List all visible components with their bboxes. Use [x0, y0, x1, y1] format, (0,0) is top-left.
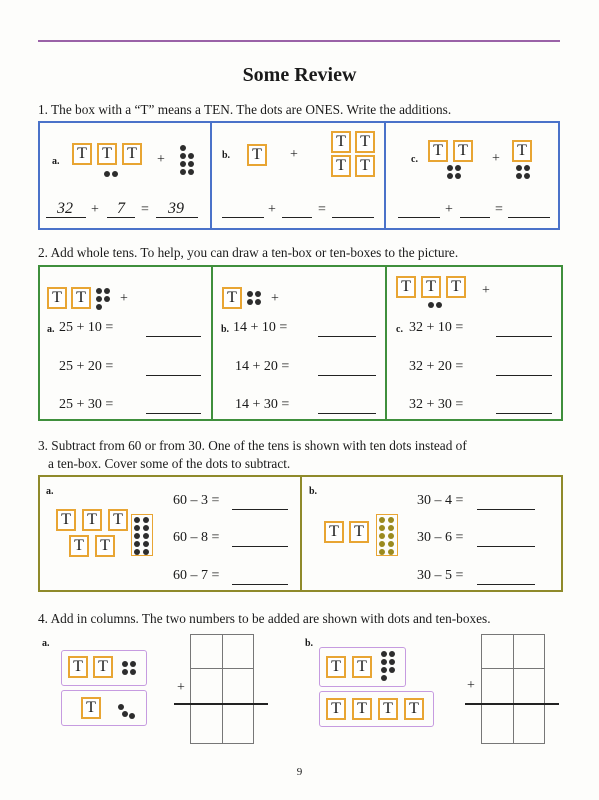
equals-sign: =	[141, 202, 149, 217]
one-dot	[104, 288, 110, 294]
ten-box: T	[404, 698, 424, 720]
answer-blank[interactable]	[460, 217, 490, 218]
one-dot	[255, 291, 261, 297]
answer-blank[interactable]	[477, 546, 535, 547]
q3-instruction: 3. Subtract from 60 or from 30. One of the tens is shown with ten dots instead of	[38, 438, 467, 453]
one-dot	[143, 541, 149, 547]
q3-instruction: a ten-box. Cover some of the dots to subtract.	[48, 456, 291, 471]
q2-divider	[211, 265, 213, 421]
q2-c-label: c.	[396, 324, 403, 335]
ten-box: T	[378, 698, 398, 720]
number-box	[61, 690, 147, 726]
equation: 60 – 7 =	[173, 568, 220, 583]
ten-box: T	[355, 155, 375, 177]
one-dot	[389, 667, 395, 673]
answer-blank[interactable]	[232, 546, 288, 547]
one-dot	[447, 173, 453, 179]
q3-a-label: a.	[46, 486, 54, 497]
page-number: 9	[296, 766, 303, 778]
equation: 30 – 6 =	[417, 530, 464, 545]
equation: 25 + 20 =	[59, 359, 114, 374]
one-dot	[255, 299, 261, 305]
one-dot	[247, 291, 253, 297]
ten-box: T	[355, 131, 375, 153]
answer-value: 39	[168, 200, 184, 217]
equals-sign: =	[318, 202, 326, 217]
one-dot	[388, 517, 394, 523]
one-dot	[96, 296, 102, 302]
answer-value: 7	[117, 200, 125, 217]
ten-box: T	[108, 509, 128, 531]
one-dot	[143, 549, 149, 555]
equation: 32 + 30 =	[409, 397, 464, 412]
answer-blank[interactable]	[232, 509, 288, 510]
one-dot	[129, 713, 135, 719]
answer-blank[interactable]	[477, 584, 535, 585]
one-dot	[104, 296, 110, 302]
answer-blank[interactable]	[477, 509, 535, 510]
plus-sign: +	[492, 151, 500, 166]
one-dot	[447, 165, 453, 171]
ten-box: T	[81, 697, 101, 719]
grid-line	[513, 634, 514, 744]
one-dot	[104, 171, 110, 177]
one-dot	[381, 675, 387, 681]
answer-blank[interactable]	[318, 375, 376, 376]
equation: 25 + 30 =	[59, 397, 114, 412]
ten-box: T	[331, 155, 351, 177]
grid-line	[481, 668, 545, 669]
one-dot	[516, 173, 522, 179]
one-dot	[379, 541, 385, 547]
answer-blank[interactable]	[496, 336, 552, 337]
ten-box: T	[331, 131, 351, 153]
q2-divider	[385, 265, 387, 421]
ten-box: T	[82, 509, 102, 531]
ten-box: T	[72, 143, 92, 165]
plus-sign: +	[91, 202, 99, 217]
q3-b-label: b.	[309, 486, 318, 497]
q4-instruction: 4. Add in columns. The two numbers to be added are shown with dots and ten-boxes.	[38, 611, 491, 626]
one-dot	[379, 517, 385, 523]
plus-sign: +	[290, 147, 298, 162]
one-dot	[188, 161, 194, 167]
one-dot	[180, 145, 186, 151]
equation: 32 + 20 =	[409, 359, 464, 374]
one-dot	[379, 549, 385, 555]
one-dot	[436, 302, 442, 308]
ten-box: T	[512, 140, 532, 162]
plus-sign: +	[268, 202, 276, 217]
q2-instruction: 2. Add whole tens. To help, you can draw a ten-box or ten-boxes to the picture.	[38, 245, 459, 260]
one-dot	[381, 667, 387, 673]
ten-box: T	[247, 144, 267, 166]
answer-blank[interactable]	[222, 217, 264, 218]
q4-b-label: b.	[305, 638, 314, 649]
one-dot	[180, 153, 186, 159]
ten-box: T	[446, 276, 466, 298]
one-dot	[122, 711, 128, 717]
answer-blank[interactable]	[508, 217, 550, 218]
ten-box: T	[421, 276, 441, 298]
answer-blank[interactable]	[496, 375, 552, 376]
plus-sign: +	[445, 202, 453, 217]
ten-box: T	[56, 509, 76, 531]
q3-divider	[300, 475, 302, 592]
one-dot	[455, 173, 461, 179]
q1-c-label: c.	[411, 154, 418, 165]
one-dot	[389, 651, 395, 657]
equation: 30 – 5 =	[417, 568, 464, 583]
one-dot	[379, 533, 385, 539]
answer-blank[interactable]	[398, 217, 440, 218]
answer-blank[interactable]	[232, 584, 288, 585]
sum-line	[465, 703, 559, 705]
one-dot	[188, 169, 194, 175]
answer-blank[interactable]	[146, 413, 201, 414]
q1-divider	[384, 121, 386, 230]
one-dot	[180, 169, 186, 175]
equation: 30 – 4 =	[417, 493, 464, 508]
one-dot	[180, 161, 186, 167]
one-dot	[428, 302, 434, 308]
one-dot	[130, 669, 136, 675]
ten-box: T	[352, 698, 372, 720]
answer-blank[interactable]	[146, 336, 201, 337]
ten-box: T	[326, 698, 346, 720]
ten-box: T	[324, 521, 344, 543]
answer-value: 32	[57, 200, 73, 217]
q4-a-label: a.	[42, 638, 50, 649]
one-dot	[122, 661, 128, 667]
one-dot	[516, 165, 522, 171]
one-dot	[134, 533, 140, 539]
one-dot	[134, 525, 140, 531]
grid-line	[190, 668, 254, 669]
one-dot	[524, 173, 530, 179]
ten-box: T	[326, 656, 346, 678]
plus-sign: +	[157, 152, 165, 167]
plus-sign: +	[271, 291, 279, 306]
q1-b-label: b.	[222, 150, 231, 161]
plus-sign: +	[177, 680, 185, 695]
one-dot	[96, 304, 102, 310]
one-dot	[122, 669, 128, 675]
one-dot	[188, 153, 194, 159]
ten-box: T	[453, 140, 473, 162]
one-dot	[388, 525, 394, 531]
answer-blank[interactable]	[496, 413, 552, 414]
one-dot	[130, 661, 136, 667]
ten-box: T	[93, 656, 113, 678]
q1-a-label: a.	[52, 156, 60, 167]
one-dot	[379, 525, 385, 531]
equation: 14 + 30 =	[235, 397, 290, 412]
ten-box: T	[396, 276, 416, 298]
one-dot	[381, 659, 387, 665]
ten-box: T	[352, 656, 372, 678]
ten-box: T	[349, 521, 369, 543]
ten-box: T	[122, 143, 142, 165]
q2-b-label: b.	[221, 324, 230, 335]
plus-sign: +	[120, 291, 128, 306]
equation: 60 – 8 =	[173, 530, 220, 545]
q1-instruction: 1. The box with a “T” means a TEN. The dots are ONES. Write the additions.	[38, 102, 452, 117]
plus-sign: +	[467, 678, 475, 693]
one-dot	[112, 171, 118, 177]
ten-box: T	[95, 535, 115, 557]
top-divider	[38, 40, 560, 42]
answer-blank[interactable]	[146, 375, 201, 376]
sum-line	[174, 703, 268, 705]
q2-a-label: a.	[47, 324, 55, 335]
q1-divider	[210, 121, 212, 230]
ten-box: T	[47, 287, 67, 309]
ten-box: T	[71, 287, 91, 309]
ten-box: T	[428, 140, 448, 162]
equals-sign: =	[495, 202, 503, 217]
one-dot	[96, 288, 102, 294]
one-dot	[388, 541, 394, 547]
one-dot	[143, 525, 149, 531]
one-dot	[134, 541, 140, 547]
ten-box: T	[222, 287, 242, 309]
equation: 14 + 20 =	[235, 359, 290, 374]
one-dot	[389, 659, 395, 665]
answer-blank[interactable]	[318, 413, 376, 414]
one-dot	[143, 517, 149, 523]
equation: 14 + 10 =	[233, 320, 288, 335]
answer-blank[interactable]	[332, 217, 374, 218]
one-dot	[388, 533, 394, 539]
equation: 60 – 3 =	[173, 493, 220, 508]
answer-blank[interactable]	[318, 336, 376, 337]
plus-sign: +	[482, 283, 490, 298]
one-dot	[134, 517, 140, 523]
grid-line	[222, 634, 223, 744]
one-dot	[247, 299, 253, 305]
equation: 32 + 10 =	[409, 320, 464, 335]
one-dot	[134, 549, 140, 555]
one-dot	[143, 533, 149, 539]
one-dot	[388, 549, 394, 555]
one-dot	[118, 704, 124, 710]
equation: 25 + 10 =	[59, 320, 114, 335]
one-dot	[524, 165, 530, 171]
ten-box: T	[97, 143, 117, 165]
ten-box: T	[69, 535, 89, 557]
answer-blank[interactable]	[282, 217, 312, 218]
one-dot	[381, 651, 387, 657]
one-dot	[455, 165, 461, 171]
page-title: Some Review	[242, 64, 357, 86]
ten-box: T	[68, 656, 88, 678]
